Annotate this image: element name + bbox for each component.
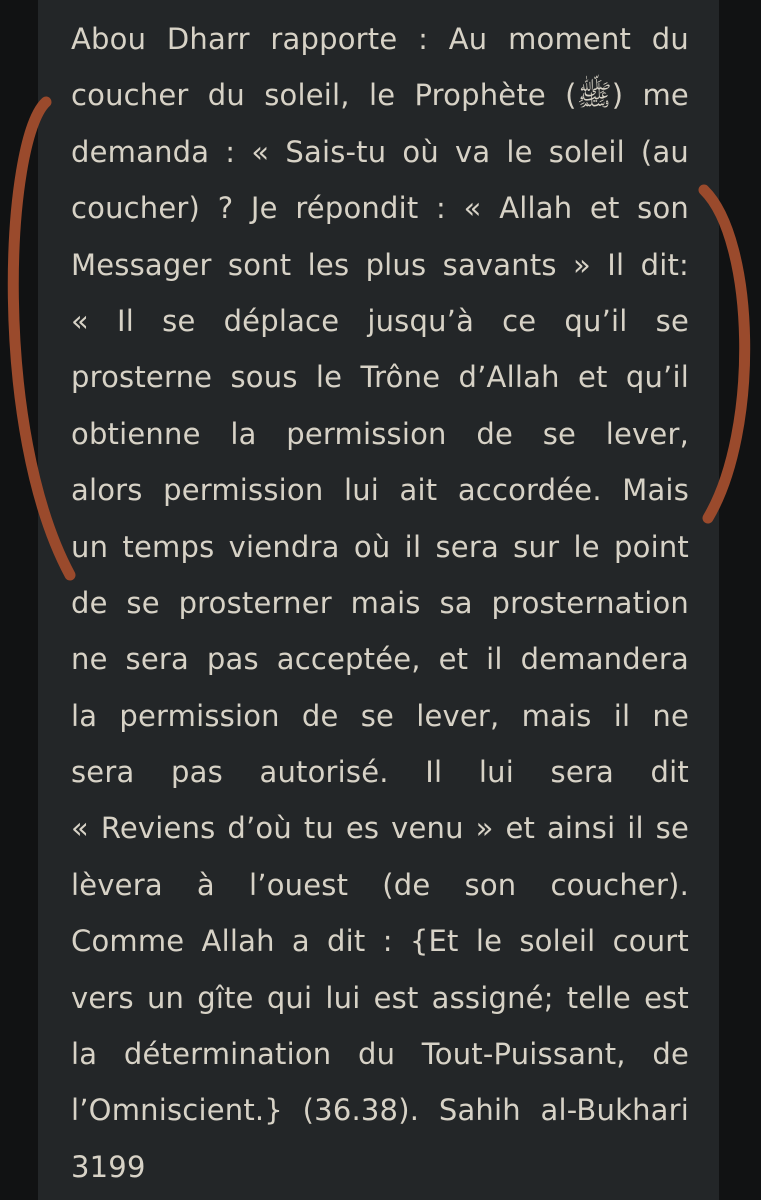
text-line-6: « Il se déplace jusqu’à ce qu’il se <box>71 303 689 338</box>
text-line-17: Comme Allah a dit : {Et le soleil court <box>71 924 689 959</box>
text-line-2: coucher du soleil, le Prophète (ﷺ) me <box>71 78 689 113</box>
text-line-12: ne sera pas acceptée, et il demandera <box>71 642 689 677</box>
text-line-11: de se prosterner mais sa prosternation <box>71 585 689 620</box>
text-line-13: la permission de se lever, mais il ne <box>71 698 689 733</box>
hadith-text <box>71 11 689 1195</box>
text-line-1: Abou Dharr rapporte : Au moment du <box>71 22 689 56</box>
text-line-20: l’Omniscient.} (36.38). Sahih al-Bukhari <box>71 1093 689 1128</box>
text-line-15: « Reviens d’où tu es venu » et ainsi il se <box>71 811 689 846</box>
text-line-8: obtienne la permission de se lever, <box>71 416 689 451</box>
text-line-14: sera pas autorisé. Il lui sera dit <box>71 755 689 790</box>
text-line-19: la détermination du Tout-Puissant, de <box>71 1037 689 1072</box>
right-margin <box>719 0 761 1200</box>
text-line-21: 3199 <box>71 1149 146 1184</box>
text-line-4: coucher) ? Je répondit : « Allah et son <box>71 191 689 226</box>
text-line-16: lèvera à l’ouest (de son coucher). <box>71 867 689 902</box>
text-line-9: alors permission lui ait accordée. Mais <box>71 473 689 508</box>
text-line-18: vers un gîte qui lui est assigné; telle est <box>71 980 689 1015</box>
left-margin <box>0 0 38 1200</box>
text-line-5: Messager sont les plus savants » Il dit: <box>71 247 689 282</box>
text-line-7: prosterne sous le Trône d’Allah et qu’il <box>71 360 689 395</box>
text-line-3: demanda : « Sais-tu où va le soleil (au <box>71 134 689 169</box>
text-line-10: un temps viendra où il sera sur le point <box>71 529 689 564</box>
